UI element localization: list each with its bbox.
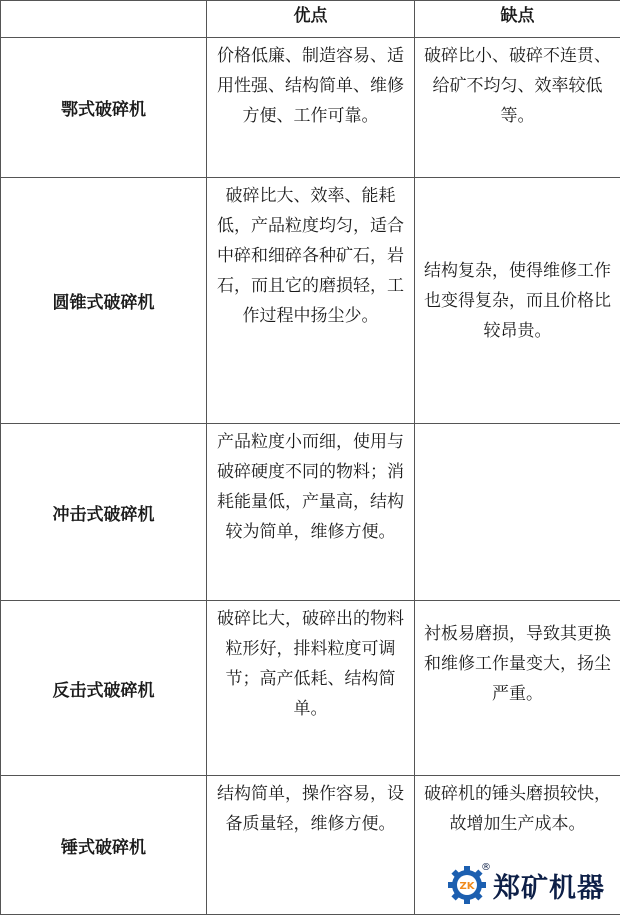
crusher-name: 鄂式破碎机 xyxy=(1,38,207,178)
pros-cell: 价格低廉、制造容易、适用性强、结构简单、维修方便、工作可靠。 xyxy=(207,38,415,178)
pros-cell: 结构简单，操作容易，设备质量轻，维修方便。 xyxy=(207,776,415,915)
header-empty xyxy=(1,1,207,38)
registered-mark: ® xyxy=(481,862,491,873)
table-row xyxy=(1,38,620,178)
table-row xyxy=(1,424,620,601)
crusher-name: 锤式破碎机 xyxy=(1,776,207,915)
cons-cell xyxy=(415,424,620,601)
header-pros: 优点 xyxy=(207,1,415,38)
company-logo xyxy=(447,862,617,908)
crusher-name: 冲击式破碎机 xyxy=(1,424,207,601)
pros-cell: 破碎比大，破碎出的物料粒形好，排料粒度可调节；高产低耗、结构简单。 xyxy=(207,601,415,776)
header-cons: 缺点 xyxy=(415,1,620,38)
pros-cell: 产品粒度小而细，使用与破碎硬度不同的物料；消耗能量低，产量高，结构较为简单，维修方便。 xyxy=(207,424,415,601)
cons-cell: 结构复杂，使得维修工作也变得复杂，而且价格比较昂贵。 xyxy=(415,178,620,424)
crusher-name: 圆锥式破碎机 xyxy=(1,178,207,424)
header-row xyxy=(1,1,620,38)
table-row xyxy=(1,178,620,424)
cons-cell: 破碎比小、破碎不连贯、给矿不均匀、效率较低等。 xyxy=(415,38,620,178)
pros-cell: 破碎比大、效率、能耗低，产品粒度均匀，适合中碎和细碎各种矿石，岩石，而且它的磨损轻，工作过程中扬尘少。 xyxy=(207,178,415,424)
cons-cell: 破碎机的锤头磨损较快，故增加生产成本。 xyxy=(415,776,620,915)
cons-cell: 衬板易磨损，导致其更换和维修工作量变大，扬尘严重。 xyxy=(415,601,620,776)
crusher-name: 反击式破碎机 xyxy=(1,601,207,776)
table-row xyxy=(1,601,620,776)
logo-text: 郑矿机器 xyxy=(493,866,605,905)
logo-mark-text: ZK xyxy=(460,881,476,892)
